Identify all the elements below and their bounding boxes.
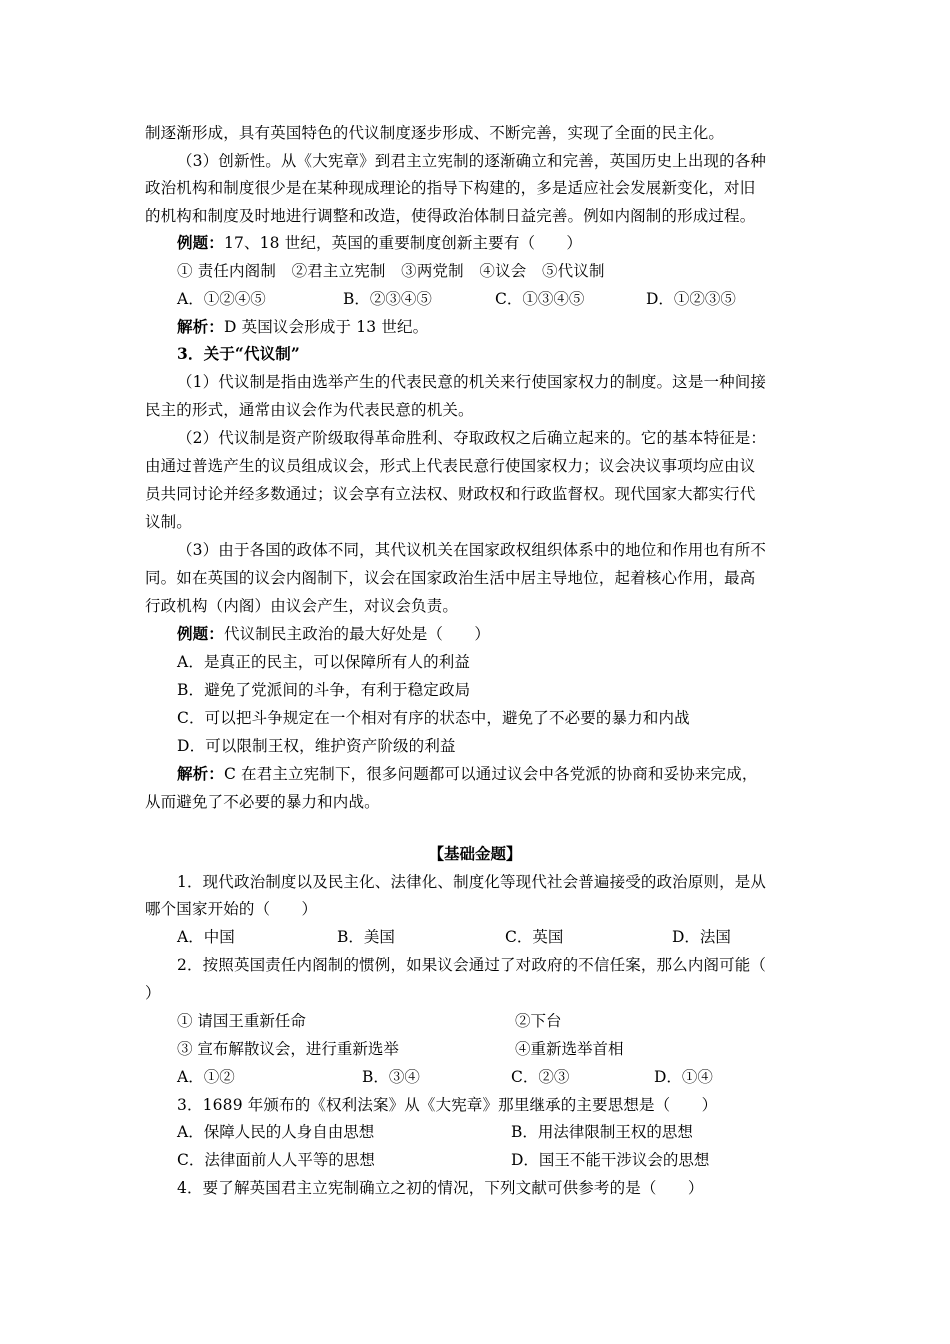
analysis-continued: 从而避免了不必要的暴力和内战。	[145, 793, 380, 811]
q2-option-a: A．①②	[177, 1068, 235, 1086]
q2-item-2: ②下台	[515, 1012, 562, 1030]
q2-option-d: D．①④	[654, 1068, 713, 1086]
paragraph-line: 由通过普选产生的议员组成议会，形式上代表民意行使国家权力；议会决议事项均应由议	[145, 457, 756, 475]
question-1-continued: 哪个国家开始的（ ）	[145, 900, 318, 918]
paragraph-line: （2）代议制是资产阶级取得革命胜利、夺取政权之后确立起来的。它的基本特征是：	[177, 429, 767, 447]
question-4: 4．要了解英国君主立宪制确立之初的情况，下列文献可供参考的是（ ）	[177, 1179, 704, 1197]
example-label: 例题：	[177, 624, 224, 643]
q1-option-a: A．中国	[177, 928, 235, 946]
option-c: C．①③④⑤	[495, 290, 585, 308]
section-title: 【基础金题】	[428, 844, 522, 863]
paragraph-line: 员共同讨论并经多数通过；议会享有立法权、财政权和行政监督权。现代国家大都实行代	[145, 485, 756, 503]
option-d: D．可以限制王权，维护资产阶级的利益	[177, 737, 456, 755]
analysis	[177, 764, 758, 784]
paragraph-line: 同。如在英国的议会内阁制下，议会在国家政治生活中居主导地位，起着核心作用，最高	[145, 569, 756, 587]
q2-item-3: ③ 宣布解散议会，进行重新选举	[177, 1040, 399, 1058]
paragraph-line: 民主的形式，通常由议会作为代表民意的机关。	[145, 401, 474, 419]
q3-option-a: A．保障人民的人身自由思想	[177, 1123, 375, 1141]
question-2-continued: ）	[145, 984, 161, 1002]
analysis	[177, 317, 428, 337]
question-1: 1．现代政治制度以及民主化、法律化、制度化等现代社会普遍接受的政治原则，是从	[177, 873, 767, 891]
q2-option-c: C．②③	[511, 1068, 570, 1086]
option-b: B．避免了党派间的斗争，有利于稳定政局	[177, 681, 471, 699]
q3-option-d: D．国王不能干涉议会的思想	[511, 1151, 710, 1169]
paragraph-line: （3）创新性。从《大宪章》到君主立宪制的逐渐确立和完善，英国历史上出现的各种	[177, 152, 767, 170]
example-question	[177, 624, 490, 644]
analysis-label: 解析：	[177, 764, 224, 783]
analysis-text: D 英国议会形成于 13 世纪。	[223, 318, 429, 336]
option-c: C．可以把斗争规定在一个相对有序的状态中，避免了不必要的暴力和内战	[177, 709, 690, 727]
q3-option-c: C．法律面前人人平等的思想	[177, 1151, 375, 1169]
example-question-text: 代议制民主政治的最大好处是（ ）	[223, 625, 491, 643]
q2-option-b: B．③④	[362, 1068, 420, 1086]
example-question	[177, 233, 582, 253]
analysis-text: C 在君主立宪制下，很多问题都可以通过议会中各党派的协商和妥协来完成，	[223, 765, 758, 783]
q1-option-c: C．英国	[505, 928, 564, 946]
paragraph-line: 的机构和制度及时地进行调整和改造，使得政治体制日益完善。例如内阁制的形成过程。	[145, 207, 756, 225]
example-question-text: 17、18 世纪，英国的重要制度创新主要有（ ）	[223, 234, 583, 252]
q3-option-b: B．用法律限制王权的思想	[511, 1123, 693, 1141]
option-a: A．是真正的民主，可以保障所有人的利益	[177, 653, 471, 671]
paragraph-line: 议制。	[145, 513, 192, 531]
example-items: ① 责任内阁制 ②君主立宪制 ③两党制 ④议会 ⑤代议制	[177, 262, 605, 280]
paragraph-line: 制逐渐形成，具有英国特色的代议制度逐步形成、不断完善，实现了全面的民主化。	[145, 124, 725, 142]
q2-item-1: ① 请国王重新任命	[177, 1012, 306, 1030]
q1-option-d: D．法国	[672, 928, 731, 946]
option-a: A．①②④⑤	[177, 290, 266, 308]
paragraph-line: 政治机构和制度很少是在某种现成理论的指导下构建的，多是适应社会发展新变化，对旧	[145, 179, 756, 197]
paragraph-line: 行政机构（内阁）由议会产生，对议会负责。	[145, 597, 459, 615]
example-label: 例题：	[177, 233, 224, 252]
paragraph-line: （3）由于各国的政体不同，其代议机关在国家政权组织体系中的地位和作用也有所不	[177, 541, 767, 559]
analysis-label: 解析：	[177, 317, 224, 336]
question-2: 2．按照英国责任内阁制的惯例，如果议会通过了对政府的不信任案，那么内阁可能（	[177, 956, 767, 974]
q2-item-4: ④重新选举首相	[515, 1040, 624, 1058]
question-3: 3．1689 年颁布的《权利法案》从《大宪章》那里继承的主要思想是（ ）	[177, 1096, 718, 1114]
option-d: D．①②③⑤	[646, 290, 736, 308]
option-b: B．②③④⑤	[343, 290, 432, 308]
section-heading: 3．关于“代议制”	[177, 344, 300, 363]
q1-option-b: B．美国	[337, 928, 395, 946]
paragraph-line: （1）代议制是指由选举产生的代表民意的机关来行使国家权力的制度。这是一种间接	[177, 373, 767, 391]
